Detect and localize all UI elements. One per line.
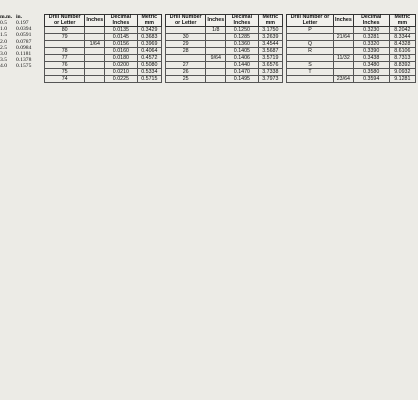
table-row: [45, 27, 162, 34]
table-row: [287, 34, 416, 41]
table-cell: [287, 34, 334, 41]
inch-value: 0.197: [16, 20, 29, 26]
table-cell: 0.1495: [226, 76, 258, 83]
mm-value: 3.0: [0, 50, 7, 57]
table-cell: 8.2042: [389, 27, 415, 34]
table-row: [166, 34, 283, 41]
table-cell: 0.1360: [226, 41, 258, 48]
mm-value: 3.5: [0, 57, 7, 64]
table-cell: 0.3429: [137, 27, 161, 34]
col-decimal: Decimal Inches: [226, 15, 258, 27]
table-cell: 9.0932: [389, 69, 415, 76]
table-row: [287, 48, 416, 55]
table-row: [287, 69, 416, 76]
table-row: [166, 76, 283, 83]
table-cell: 3.1750: [258, 27, 282, 34]
table-cell: 0.5080: [137, 62, 161, 69]
table-cell: S: [287, 62, 334, 69]
table-cell: 0.3320: [353, 41, 389, 48]
table-cell: 1/8: [206, 27, 226, 34]
table-cell: 3.7338: [258, 69, 282, 76]
drill-table-3: [286, 14, 416, 83]
inch-value: 0.0394: [16, 26, 32, 33]
table-row: [287, 76, 416, 83]
table-cell: 74: [45, 76, 85, 83]
table-cell: 9.1281: [389, 76, 415, 83]
table-cell: 0.3480: [353, 62, 389, 69]
col-metric: Metric mm: [258, 15, 282, 27]
table-cell: 29: [166, 41, 206, 48]
table-cell: [333, 27, 353, 34]
table-cell: 0.1440: [226, 62, 258, 69]
drill-table-1: [44, 14, 162, 83]
table-cell: 1/64: [85, 41, 105, 48]
inch-value: 0.0591: [16, 32, 32, 39]
table-cell: 0.0145: [105, 34, 137, 41]
table-cell: [85, 62, 105, 69]
col-inches: Inches: [206, 15, 226, 27]
table-cell: 76: [45, 62, 85, 69]
table-cell: [206, 69, 226, 76]
table-row: [45, 76, 162, 83]
table-row: [45, 34, 162, 41]
mm-value: 0.5: [0, 20, 7, 26]
table-row: [166, 27, 283, 34]
table-cell: [287, 76, 334, 83]
table-cell: 0.3683: [137, 34, 161, 41]
table-cell: 0.0156: [105, 41, 137, 48]
table-cell: [85, 76, 105, 83]
table-cell: 26: [166, 69, 206, 76]
table-cell: 0.3580: [353, 69, 389, 76]
table-cell: R: [287, 48, 334, 55]
table-row: [45, 41, 162, 48]
table-cell: 0.1285: [226, 34, 258, 41]
table-cell: 75: [45, 69, 85, 76]
inch-value: 0.0787: [16, 38, 32, 45]
table-cell: 23/64: [333, 76, 353, 83]
table-cell: [206, 76, 226, 83]
mm-value: 1.0: [0, 26, 7, 33]
table-row: [287, 62, 416, 69]
table-row: [45, 55, 162, 62]
table-cell: 78: [45, 48, 85, 55]
table-cell: 8.4328: [389, 41, 415, 48]
table-cell: 0.0160: [105, 48, 137, 55]
table-cell: 8.6106: [389, 48, 415, 55]
table-cell: 11/32: [333, 55, 353, 62]
drill-table-2: [165, 14, 283, 83]
table-cell: 25: [166, 76, 206, 83]
mm-value: 4.0: [0, 63, 7, 70]
inch-value: 0.0984: [16, 44, 32, 51]
table-row: [166, 69, 283, 76]
table-row: [45, 62, 162, 69]
table-row: [45, 69, 162, 76]
table-cell: 21/64: [333, 34, 353, 41]
table-cell: 0.0135: [105, 27, 137, 34]
inch-value: 0.1181: [16, 50, 32, 57]
table-row: [287, 27, 416, 34]
table-cell: 0.3969: [137, 41, 161, 48]
col-drill: Drill Number or Letter: [166, 15, 206, 27]
table-cell: 8.8392: [389, 62, 415, 69]
col-inches: Inches: [333, 15, 353, 27]
mm-value: 2.5: [0, 44, 7, 51]
table-cell: [45, 41, 85, 48]
mm-value: 1.5: [0, 32, 7, 39]
inch-value: 0.1378: [16, 57, 32, 64]
table-cell: [206, 62, 226, 69]
table-cell: P: [287, 27, 334, 34]
table-cell: 0.4064: [137, 48, 161, 55]
table-cell: 3.4544: [258, 41, 282, 48]
table-cell: 30: [166, 34, 206, 41]
table-cell: 0.3390: [353, 48, 389, 55]
table-row: [166, 55, 283, 62]
table-cell: 3.7973: [258, 76, 282, 83]
table-cell: [206, 34, 226, 41]
table-cell: 0.3438: [353, 55, 389, 62]
table-row: [166, 48, 283, 55]
table-row: [287, 41, 416, 48]
table-cell: 27: [166, 62, 206, 69]
table-cell: 3.5719: [258, 55, 282, 62]
table-cell: 0.1250: [226, 27, 258, 34]
table-cell: [287, 55, 334, 62]
table-cell: 3.2639: [258, 34, 282, 41]
table-cell: [333, 62, 353, 69]
mm-inch-column: [0, 14, 44, 70]
table-row: [166, 41, 283, 48]
mm-value: 2.0: [0, 38, 7, 45]
mm-header: m.m.: [0, 14, 13, 20]
col-decimal: Decimal Inches: [353, 15, 389, 27]
table-cell: T: [287, 69, 334, 76]
table-cell: 0.1470: [226, 69, 258, 76]
table-cell: [333, 69, 353, 76]
table-cell: [85, 48, 105, 55]
table-cell: [85, 69, 105, 76]
col-metric: Metric mm: [389, 15, 415, 27]
table-cell: 0.0200: [105, 62, 137, 69]
col-inches: Inches: [85, 15, 105, 27]
table-cell: 28: [166, 48, 206, 55]
table-cell: 77: [45, 55, 85, 62]
col-drill: Drill Number or Letter: [287, 15, 334, 27]
table-cell: 80: [45, 27, 85, 34]
table-cell: [166, 55, 206, 62]
table-cell: 0.0210: [105, 69, 137, 76]
table-cell: 0.0225: [105, 76, 137, 83]
table-cell: 0.3594: [353, 76, 389, 83]
table-cell: 0.5334: [137, 69, 161, 76]
table-cell: 3.5687: [258, 48, 282, 55]
table-cell: 8.7313: [389, 55, 415, 62]
table-cell: [333, 41, 353, 48]
col-metric: Metric mm: [137, 15, 161, 27]
table-cell: 9/64: [206, 55, 226, 62]
table-cell: 0.0180: [105, 55, 137, 62]
mm-inch-row: [0, 63, 44, 69]
inch-value: 0.1575: [16, 63, 32, 70]
table-cell: 0.3230: [353, 27, 389, 34]
table-cell: 0.1405: [226, 48, 258, 55]
table-cell: 79: [45, 34, 85, 41]
in-header: in.: [16, 14, 23, 20]
table-cell: [206, 48, 226, 55]
table-cell: [85, 34, 105, 41]
table-row: [166, 62, 283, 69]
table-row: [287, 55, 416, 62]
table-cell: 3.6576: [258, 62, 282, 69]
table-cell: 0.1406: [226, 55, 258, 62]
table-cell: Q: [287, 41, 334, 48]
table-cell: 0.4572: [137, 55, 161, 62]
table-row: [45, 48, 162, 55]
col-decimal: Decimal Inches: [105, 15, 137, 27]
table-cell: [85, 27, 105, 34]
table-cell: [166, 27, 206, 34]
table-cell: [206, 41, 226, 48]
table-cell: [85, 55, 105, 62]
table-cell: [333, 48, 353, 55]
table-cell: 0.5715: [137, 76, 161, 83]
table-cell: 0.3281: [353, 34, 389, 41]
table-cell: 8.3344: [389, 34, 415, 41]
col-drill: Drill Number or Letter: [45, 15, 85, 27]
